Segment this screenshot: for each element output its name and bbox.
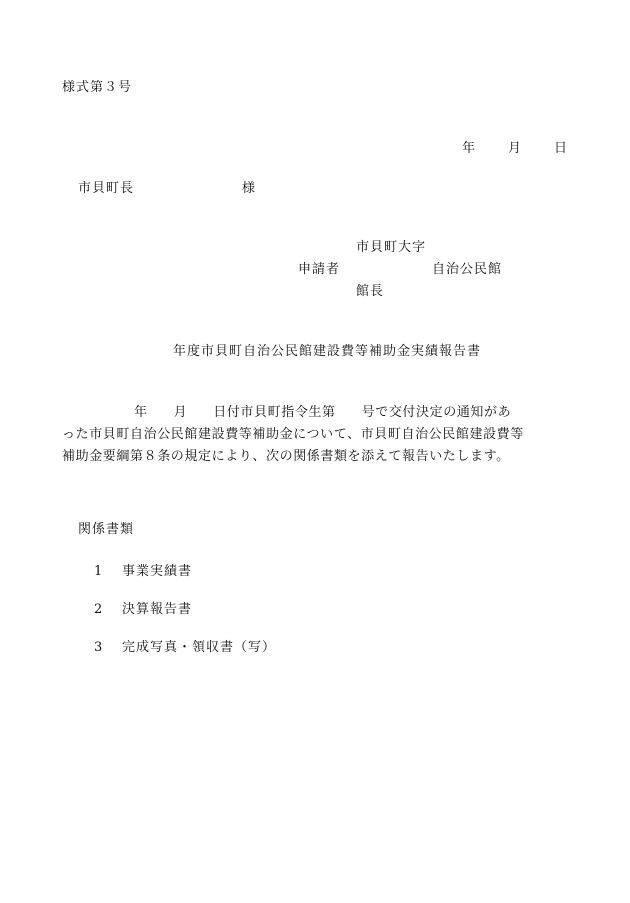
document-item [94,602,192,618]
body-line-2: った市貝町自治公民館建設費等補助金について、市貝町自治公民館建設費等 [62,427,524,442]
document-item-number: 3 [94,640,104,655]
date-line [462,141,568,157]
date-day: 日 [554,141,569,156]
documents-heading: 関係書類 [78,522,135,537]
body-paragraph [62,402,582,468]
body-year: 年 [134,405,148,420]
document-item-number: 1 [94,564,104,579]
form-number: 様式第３号 [62,80,133,95]
addressee [78,181,256,197]
body-date-ref: 日付市貝町指令生第 [213,405,336,420]
body-line-1 [62,402,582,424]
body-line-3: 補助金要綱第８条の規定により、次の関係書類を添えて報告いたします。 [62,449,510,464]
document-item-label: 決算報告書 [122,602,193,617]
date-month: 月 [508,141,523,156]
report-title: 年度市貝町自治公民館建設費等補助金実績報告書 [173,344,482,359]
addressee-honorific: 様 [242,181,257,196]
document-item [94,640,276,656]
body-line-1-rest: 号で交付決定の通知があ [361,405,512,420]
document-item [94,564,192,580]
date-year: 年 [462,141,477,156]
applicant-address: 市貝町大字 [356,240,427,255]
applicant-label: 申請者 [298,262,341,277]
addressee-name: 市貝町長 [78,181,135,196]
body-month: 月 [173,405,188,420]
document-item-label: 完成写真・領収書（写） [122,640,277,655]
applicant-title: 館長 [356,284,385,299]
document-item-number: 2 [94,602,104,617]
document-item-label: 事業実績書 [122,564,193,579]
applicant-organization: 自治公民館 [432,262,503,277]
